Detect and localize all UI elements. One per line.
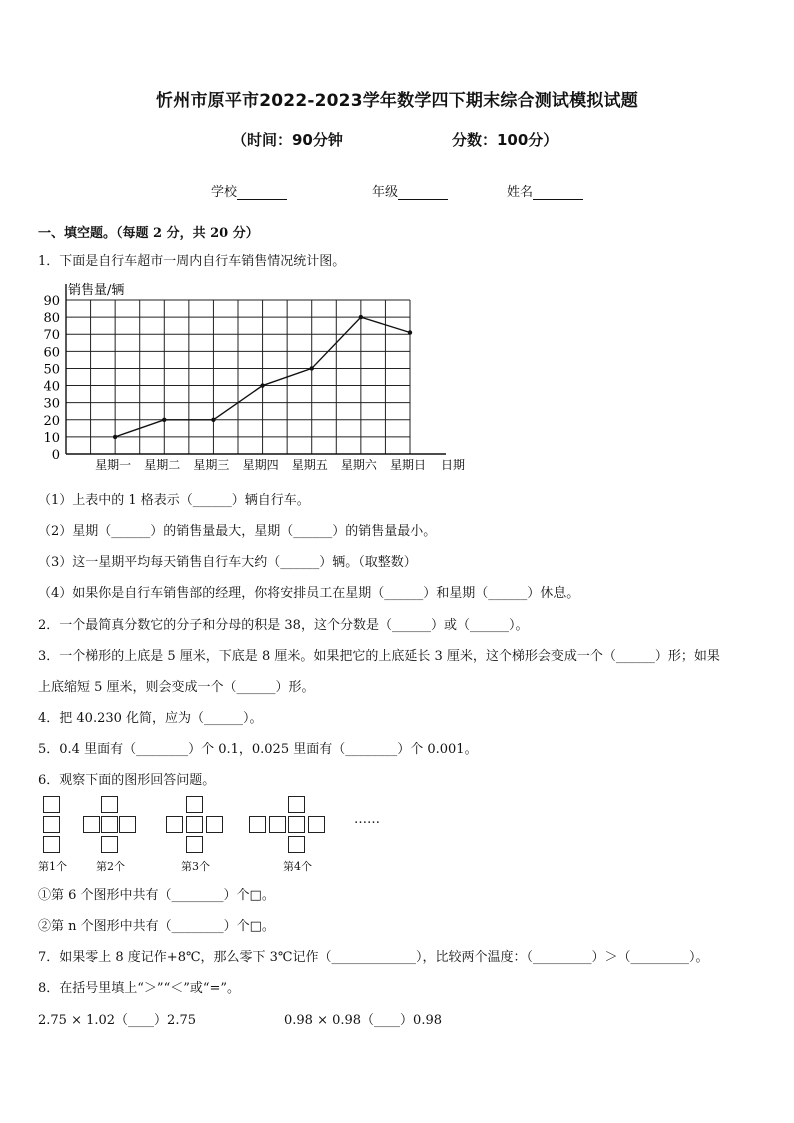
- school-label: 学校: [211, 185, 238, 200]
- data-point: [113, 435, 117, 439]
- square-cell: [206, 816, 223, 833]
- y-tick-labels: [43, 294, 60, 463]
- square-cell: [186, 836, 203, 853]
- question-5: 5．0.4 里面有（________）个 0.1，0.025 里面有（________）个 0.001。: [38, 742, 478, 757]
- square-cell: [43, 836, 60, 853]
- figure-label-2: 第2个: [96, 860, 125, 873]
- square-cell: [308, 816, 325, 833]
- figure-label-1: 第1个: [38, 860, 67, 873]
- y-tick-label: 50: [43, 362, 60, 378]
- question-3-line-1: 3．一个梯形的上底是 5 厘米，下底是 8 厘米。如果把它的上底延长 3 厘米，这个梯形会变成一个（______）形；如果: [38, 649, 720, 664]
- school-blank[interactable]: [237, 185, 287, 200]
- name-label: 姓名: [507, 185, 534, 200]
- y-tick-label: 30: [43, 396, 60, 412]
- y-tick-label: 80: [43, 311, 60, 327]
- question-6-sub-2: ②第 n 个图形中共有（________）个□。: [38, 919, 275, 934]
- total-score: 分数：100分）: [452, 131, 559, 149]
- pattern-ellipsis: ……: [354, 812, 380, 827]
- y-tick-label: 20: [43, 413, 60, 429]
- figure-label-4: 第4个: [283, 860, 312, 873]
- x-tick-label: 星期日: [389, 458, 427, 472]
- x-tick-label: 星期一: [95, 458, 132, 472]
- figure-label-3: 第3个: [181, 860, 210, 873]
- question-4: 4．把 40.230 化简，应为（______）。: [38, 711, 263, 726]
- question-1-sub-3: （3）这一星期平均每天销售自行车大约（______）辆。（取整数）: [38, 555, 417, 570]
- square-cell: [166, 816, 183, 833]
- x-tick-label: 星期三: [193, 458, 230, 472]
- data-point: [408, 330, 412, 334]
- data-point: [211, 418, 215, 422]
- grade-blank[interactable]: [398, 185, 448, 200]
- square-cell: [43, 816, 60, 833]
- question-6: 6．观察下面的图形回答问题。: [38, 773, 216, 788]
- x-tick-label: 星期四: [242, 458, 279, 472]
- x-tick-label: 星期二: [144, 458, 181, 472]
- question-7: 7．如果零上 8 度记作+8℃，那么零下 3℃记作（_____________），比较两个温度：（_________）＞（_________）。: [38, 950, 709, 965]
- square-cell: [119, 816, 136, 833]
- square-cell: [288, 796, 305, 813]
- question-6-sub-1: ①第 6 个图形中共有（________）个□。: [38, 888, 275, 903]
- data-point: [359, 315, 363, 319]
- x-tick-labels: [95, 457, 426, 472]
- square-cell: [186, 796, 203, 813]
- question-1-stem: 1．下面是自行车超市一周内自行车销售情况统计图。: [38, 254, 346, 269]
- y-tick-label: 0: [51, 448, 60, 463]
- data-point: [260, 383, 264, 387]
- sales-line-chart: [38, 280, 478, 475]
- question-3-line-2: 上底缩短 5 厘米，则会变成一个（______）形。: [38, 680, 315, 695]
- y-tick-label: 40: [43, 379, 60, 395]
- question-1-sub-2: （2）星期（______）的销售量最大，星期（______）的销售量最小。: [38, 524, 437, 539]
- chart-axes: [66, 284, 446, 454]
- square-cell: [288, 836, 305, 853]
- y-tick-label: 70: [43, 328, 60, 344]
- question-8-expression-2: 0.98 × 0.98（____）0.98: [284, 1013, 442, 1028]
- question-1-sub-1: （1）上表中的 1 格表示（______）辆自行车。: [38, 493, 310, 508]
- question-1-sub-4: （4）如果你是自行车销售部的经理，你将安排员工在星期（______）和星期（______）休息。: [38, 586, 580, 601]
- data-point: [310, 366, 314, 370]
- y-tick-label: 60: [43, 345, 60, 361]
- grade-label: 年级: [372, 185, 399, 200]
- square-cell: [186, 816, 203, 833]
- name-field[interactable]: [507, 181, 583, 200]
- square-pattern-figures: [38, 794, 438, 874]
- square-cell: [43, 796, 60, 813]
- name-blank[interactable]: [533, 185, 583, 200]
- grade-field[interactable]: [372, 181, 448, 200]
- question-8-expression-1: 2.75 × 1.02（____）2.75: [38, 1013, 196, 1028]
- square-cell: [249, 816, 266, 833]
- data-point: [162, 418, 166, 422]
- question-8: 8．在括号里填上“＞”“＜”或“=”。: [38, 981, 241, 996]
- section-heading: 一、填空题。（每题 2 分，共 20 分）: [38, 226, 259, 241]
- square-cell: [83, 816, 100, 833]
- page-title: 忻州市原平市2022-2023学年数学四下期末综合测试模拟试题: [156, 91, 638, 111]
- question-2: 2．一个最简真分数它的分子和分母的积是 38，这个分数是（______）或（______）。: [38, 618, 529, 633]
- time-limit: （时间：90分钟: [232, 131, 343, 149]
- square-cell: [101, 796, 118, 813]
- chart-grid: [66, 300, 410, 454]
- y-axis-label: 销售量/辆: [68, 283, 125, 298]
- square-cell: [101, 836, 118, 853]
- school-field[interactable]: [211, 181, 287, 200]
- y-tick-label: 10: [43, 430, 60, 446]
- x-tick-label: 星期六: [340, 458, 377, 472]
- square-cell: [101, 816, 118, 833]
- square-cell: [269, 816, 286, 833]
- y-tick-label: 90: [43, 294, 60, 309]
- x-tick-label: 星期五: [291, 458, 328, 472]
- square-cell: [288, 816, 305, 833]
- x-axis-label: 日期: [441, 458, 466, 472]
